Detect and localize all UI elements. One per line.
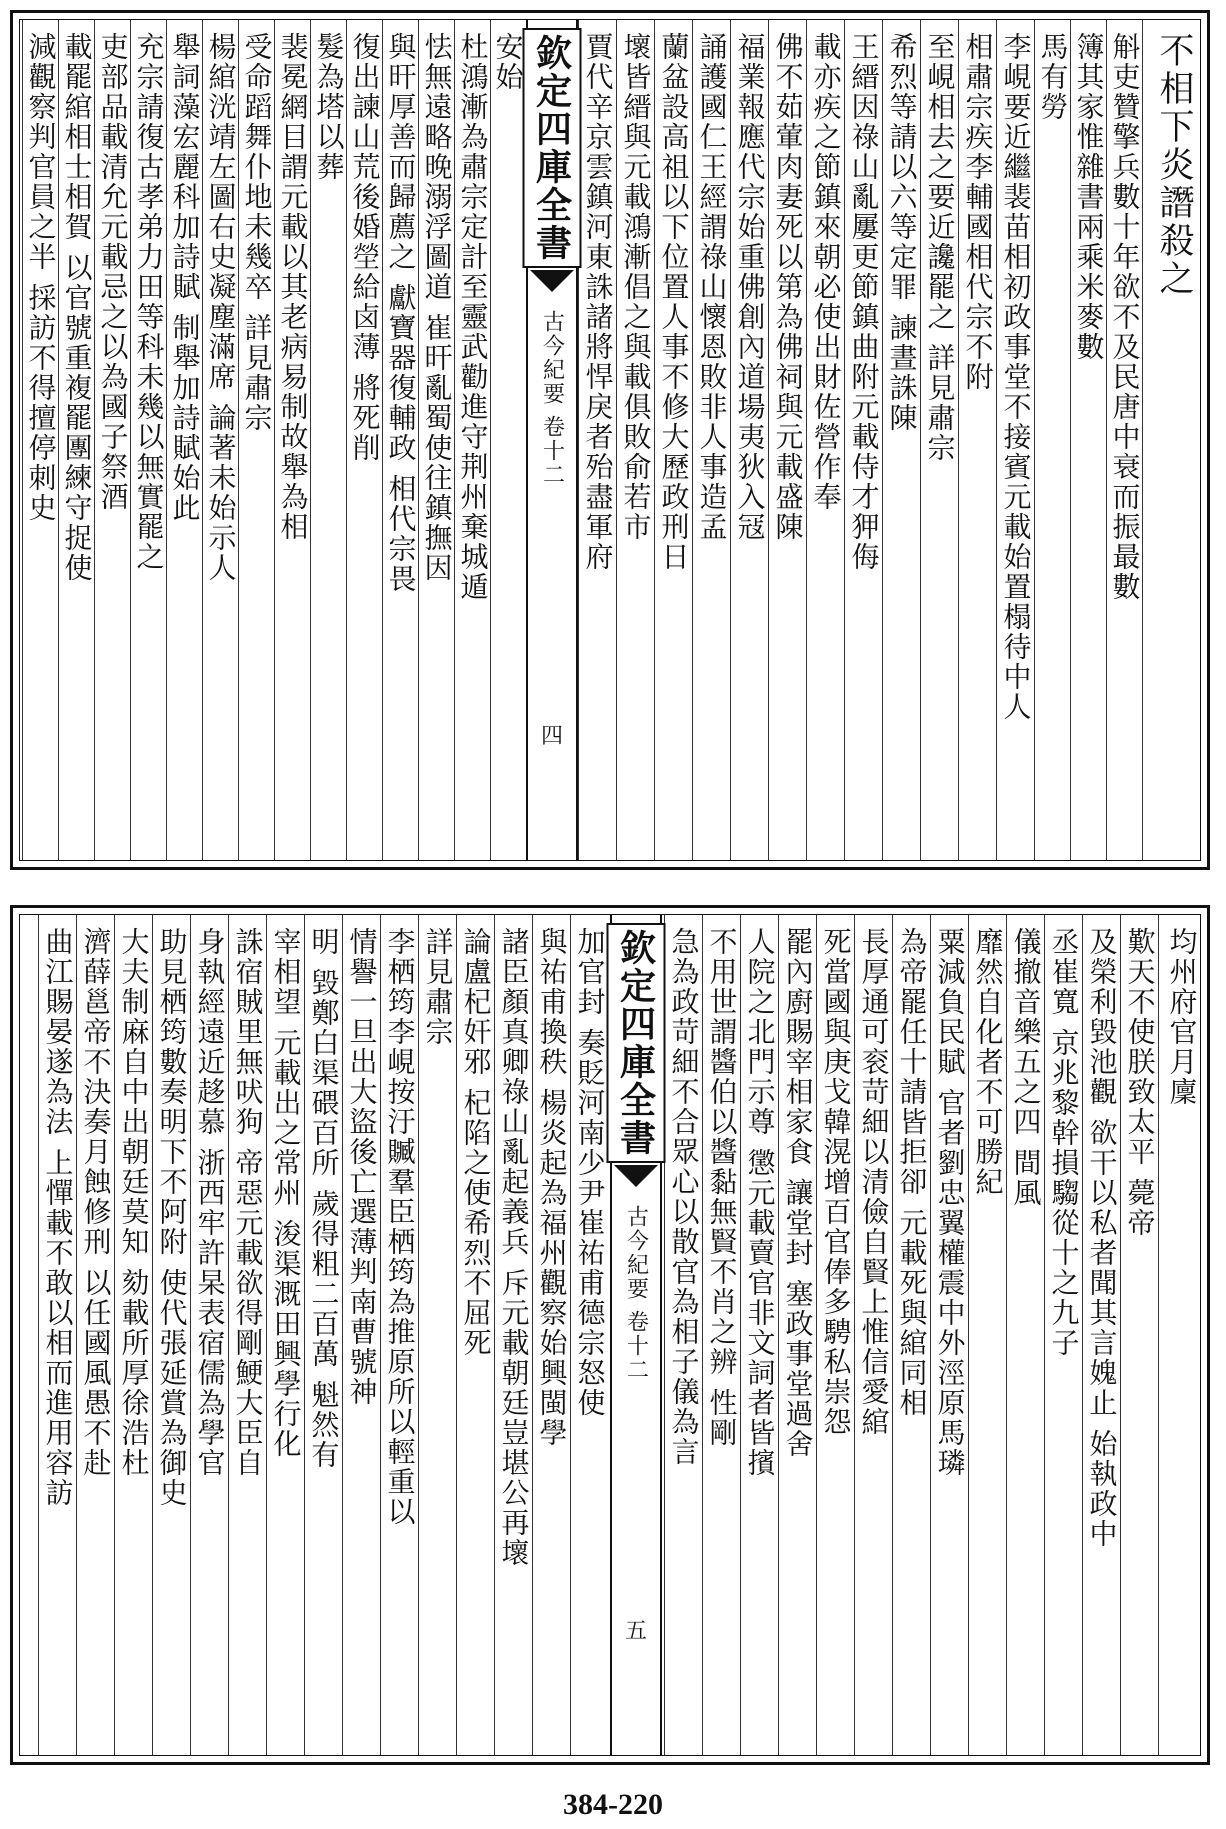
column-text: 馬有勞	[1036, 32, 1070, 122]
margin-title: 欽定四庫全書	[523, 28, 582, 268]
text-column	[202, 20, 238, 860]
text-column	[380, 915, 418, 1755]
column-text: 不相下炎譖殺之	[1154, 32, 1194, 298]
column-text: 罷內廚賜宰相家食 讓堂封 塞政事堂過舍	[781, 927, 815, 1459]
text-column	[58, 20, 94, 860]
text-column	[304, 915, 342, 1755]
text-column	[152, 915, 190, 1755]
column-text: 大夫制麻自中出朝廷莫知 劾載所厚徐浩杜	[117, 927, 151, 1478]
column-text: 長厚通可衮苛細以清儉自賢上惟信愛綰	[857, 927, 891, 1437]
column-text: 蘭盆設高祖以下位置人事不修大歷政刑日	[657, 32, 691, 572]
column-text: 李峴要近繼裴苗相初政事堂不接賓元載始置榻待中人	[999, 32, 1033, 722]
column-text: 充宗請復古孝弟力田等科未幾以無實罷之	[132, 32, 166, 572]
column-text: 與祐甫換秩 楊炎起為福州觀察始興閩學	[535, 927, 569, 1448]
column-text: 賈代辛京雲鎮河東誅諸將悍戾者殆盡軍府	[581, 32, 615, 572]
center-margin	[610, 915, 662, 1755]
column-text: 粟減負民賦 官者劉忠翼權震中外涇原馬璘	[933, 927, 967, 1478]
bottom-page-panel	[10, 905, 1210, 1765]
text-column	[996, 20, 1034, 860]
text-column	[654, 20, 692, 860]
text-column	[702, 915, 740, 1755]
text-column	[346, 20, 382, 860]
fish-tail-mark	[614, 1165, 658, 1187]
text-column	[806, 20, 844, 860]
text-column	[692, 20, 730, 860]
text-column	[490, 20, 524, 860]
text-column	[382, 20, 418, 860]
margin-volume: 古今紀要 卷十二	[623, 1205, 649, 1382]
column-text: 壞皆縉與元載鴻漸倡之與載俱敗俞若市	[619, 32, 653, 542]
column-text: 復出諫山荒後婚塋給卤薄 將死削	[348, 32, 382, 463]
text-column	[854, 915, 892, 1755]
column-text: 及榮利毀池觀 欲干以私者聞其言媿止 始執政中	[1085, 927, 1119, 1549]
text-column	[190, 915, 228, 1755]
text-column	[578, 20, 616, 860]
column-text: 誅宿賊里無吠狗 帝惡元載欲得剛鯁大臣自	[231, 927, 265, 1478]
text-column	[310, 20, 346, 860]
center-margin	[526, 20, 578, 860]
column-text: 裴冕網目謂元載以其老病易制故舉為相	[276, 32, 310, 542]
text-column	[1044, 915, 1082, 1755]
margin-title: 欽定四庫全書	[607, 923, 666, 1163]
text-column	[1142, 20, 1204, 860]
column-text: 宰相望 元載出之常州 浚渠溉田興學行化	[269, 927, 303, 1459]
column-text: 希烈等請以六等定罪 諫晝誅陳	[885, 32, 919, 433]
column-text: 濟薛邕帝不決奏月蝕修刑 以任國風愚不赴	[79, 927, 113, 1478]
text-column	[892, 915, 930, 1755]
text-column	[130, 20, 166, 860]
text-column	[740, 915, 778, 1755]
column-text: 髮為塔以葬	[312, 32, 346, 182]
text-column	[22, 20, 58, 860]
text-column	[968, 915, 1006, 1755]
column-text: 至峴相去之要近讒罷之 詳見肅宗	[923, 32, 957, 463]
text-column	[166, 20, 202, 860]
text-column	[1158, 915, 1204, 1755]
column-text: 相肅宗疾李輔國相代宗不附	[961, 32, 995, 392]
text-column	[616, 20, 654, 860]
column-text: 丞崔寬 京兆黎幹損騶從十之九子	[1047, 927, 1081, 1358]
text-column	[1034, 20, 1070, 860]
column-text: 受命蹈舞仆地未幾卒 詳見肅宗	[240, 32, 274, 433]
column-text: 舉詞藻宏麗科加詩賦 制舉加詩賦始此	[168, 32, 202, 523]
text-column	[456, 915, 494, 1755]
column-text: 吏部品載清允元載忌之以為國子祭酒	[96, 32, 130, 512]
text-column	[958, 20, 996, 860]
text-column	[266, 915, 304, 1755]
text-column	[920, 20, 958, 860]
text-column	[228, 915, 266, 1755]
column-text: 王縉因祿山亂屢更節鎮曲附元載侍才狎侮	[847, 32, 881, 572]
column-text: 佛不茹葷肉妻死以第為佛祠與元載盛陳	[771, 32, 805, 542]
column-text: 諸臣顏真卿祿山亂起義兵 斥元載朝廷豈堪公再壞	[497, 927, 531, 1568]
margin-volume: 古今紀要 卷十二	[539, 310, 565, 487]
text-column	[76, 915, 114, 1755]
text-column	[1106, 20, 1142, 860]
text-column	[816, 915, 854, 1755]
column-text: 助見栖筠數奏明下不阿附 使代張延賞為御史	[155, 927, 189, 1508]
text-column	[418, 915, 456, 1755]
column-text: 靡然自化者不可勝紀	[971, 927, 1005, 1197]
text-column	[494, 915, 532, 1755]
column-text: 楊綰洸靖左圖右史凝塵滿席 論著未始示人	[204, 32, 238, 583]
column-text: 論盧杞奸邪 杞陷之使希烈不屈死	[459, 927, 493, 1358]
text-column	[844, 20, 882, 860]
top-page-frame	[19, 19, 1201, 861]
margin-page-number: 五	[624, 1619, 648, 1644]
text-column	[930, 915, 968, 1755]
column-text: 均州府官月廩	[1165, 927, 1199, 1107]
text-column	[94, 20, 130, 860]
column-text: 怯無遠略晚溺浮圖道 崔旰亂蜀使往鎮撫因	[420, 32, 454, 583]
text-column	[38, 915, 76, 1755]
column-text: 歎天不使朕致太平 薨帝	[1123, 927, 1157, 1238]
column-text: 死當國與庚戈韓滉增百官俸多騁私崇怨	[819, 927, 853, 1437]
column-text: 身執經遠近趍慕 浙西牢許杲表宿儒為學官	[193, 927, 227, 1478]
column-text: 儀撤音樂五之四 間風	[1009, 927, 1043, 1208]
text-column	[1120, 915, 1158, 1755]
column-text: 不用世謂醬伯以醬黏無賢不肖之辨 性剛	[705, 927, 739, 1448]
column-text: 杜鴻漸為肅宗定計至靈武勸進守荆州棄城遁	[456, 32, 490, 602]
column-text: 斛吏贊擎兵數十年欲不及民唐中衰而振最數	[1108, 32, 1142, 602]
column-text: 李栖筠李峴按汙贓羣臣栖筠為推原所以輕重以	[383, 927, 417, 1527]
page-code: 384-220	[563, 1788, 663, 1821]
column-text: 誦護國仁王經謂祿山懷恩敗非人事造孟	[695, 32, 729, 542]
column-text: 福業報應代宗始重佛創內道場夷狄入冦	[733, 32, 767, 542]
text-column	[570, 915, 608, 1755]
fish-tail-mark	[530, 270, 574, 292]
text-column	[418, 20, 454, 860]
column-text: 加官封 奏貶河南少尹崔祐甫德宗怒使	[573, 927, 607, 1418]
column-text: 載亦疾之節鎮來朝必使出財佐營作奉	[809, 32, 843, 512]
margin-page-number: 四	[540, 724, 564, 749]
text-column	[1070, 20, 1106, 860]
text-column	[882, 20, 920, 860]
text-column	[778, 915, 816, 1755]
column-text: 減觀察判官員之半 採訪不得擅停刺史	[24, 32, 58, 523]
column-text: 曲江賜晏遂為法 上憚載不敢以相而進用容訪	[41, 927, 75, 1508]
bottom-page-frame	[19, 914, 1201, 1756]
text-column	[1082, 915, 1120, 1755]
column-text: 安始	[491, 32, 524, 92]
column-text: 為帝罷任十請皆拒卻 元載死與綰同相	[895, 927, 929, 1418]
text-column	[114, 915, 152, 1755]
column-text: 簿其家惟雜書兩乘米麥數	[1072, 32, 1106, 362]
top-page-panel	[10, 10, 1210, 870]
column-text: 載罷綰相士相賀 以官號重複罷團練守捉使	[60, 32, 94, 583]
text-column	[768, 20, 806, 860]
text-column	[274, 20, 310, 860]
column-text: 人院之北門示尊 懲元載賣官非文詞者皆擯	[743, 927, 777, 1478]
text-column	[342, 915, 380, 1755]
column-text: 急為政苛細不合眾心以散官為相子儀為言	[667, 927, 701, 1467]
text-column	[532, 915, 570, 1755]
column-text: 與旰厚善而歸薦之 獻寶器復輔政 相代宗畏	[384, 32, 418, 594]
text-column	[1006, 915, 1044, 1755]
text-column	[238, 20, 274, 860]
column-text: 詳見肅宗	[421, 927, 455, 1047]
column-text: 明 毀鄭白渠碨百所 歲得粗二百萬 魁然有	[307, 927, 341, 1470]
column-text: 情譽一旦出大盜後亡選薄判南曹號神	[345, 927, 379, 1407]
text-column	[454, 20, 490, 860]
text-column	[664, 915, 702, 1755]
text-column	[730, 20, 768, 860]
